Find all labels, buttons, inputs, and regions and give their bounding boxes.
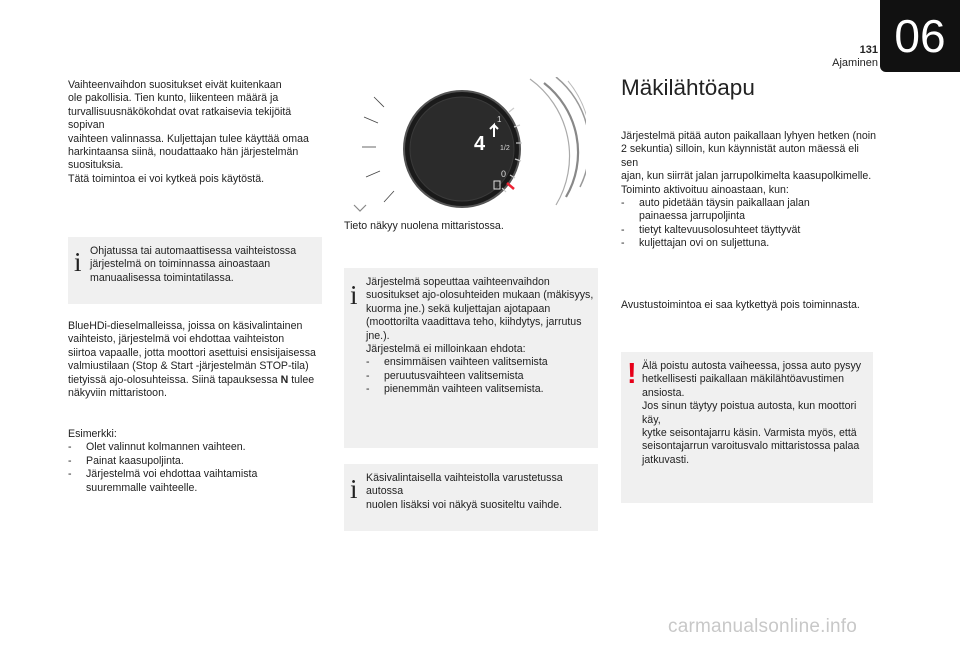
- recommended-gear-digit: 4: [474, 133, 486, 155]
- examples-title: Esimerkki:: [68, 428, 117, 440]
- info-icon: i: [74, 247, 82, 277]
- text-line: Toiminto aktivoituu ainoastaan, kun:: [621, 183, 789, 196]
- never-suggests-list: [366, 356, 594, 396]
- text-line: 2 sekuntia) silloin, kun käynnistät auton mäessä eli sen: [621, 143, 859, 169]
- info-icon: i: [350, 280, 358, 310]
- text-line: kuorma jne.) sekä kuljettajan ajotapaan: [366, 302, 551, 315]
- list-item: - peruutusvaihteen valitsemista: [366, 370, 594, 383]
- text-line: nuolen lisäksi voi näkyä suositeltu vaihde.: [366, 498, 563, 511]
- text-line: ansiosta.: [642, 386, 685, 399]
- examples-list: [68, 441, 330, 495]
- list-item: - kuljettajan ovi on suljettuna.: [621, 237, 877, 250]
- text-line: hetkellisesti paikallaan mäkilähtöavustimen: [642, 373, 844, 386]
- section-title: Mäkilähtöapu: [621, 75, 755, 100]
- text-segment: tulee: [291, 373, 315, 386]
- instrument-gauge-illustration: [344, 77, 586, 212]
- text-line: Tätä toimintoa ei voi kytkeä pois käytöstä.: [68, 172, 265, 185]
- text-line: Järjestelmä pitää auton paikallaan lyhyen hetken (noin: [621, 130, 877, 142]
- text-line: Vaihteenvaihdon suositukset eivät kuitenkaan: [68, 79, 282, 91]
- text-line: [68, 374, 330, 387]
- text-line: jne.).: [366, 329, 390, 342]
- text-line: vaihteen valinnassa. Kuljettajan tulee käyttää omaa: [68, 132, 309, 145]
- text-line: harkintaansa siinä, noudattaako hän järjestelmän: [68, 146, 299, 159]
- hill-start-paragraph: [621, 130, 877, 251]
- text-line: Käsivalintaisella vaihteistolla varustetussa autossa: [366, 472, 563, 498]
- warning-icon: !: [627, 358, 637, 390]
- info-icon: i: [350, 474, 358, 504]
- examples-section: [68, 428, 330, 495]
- text-line: valmiustilaan (Stop & Start -järjestelmän STOP-tila): [68, 360, 309, 373]
- info-box-gearbox: [68, 237, 322, 304]
- text-line: kytke seisontajarru käsin. Varmista myös, että: [642, 427, 857, 440]
- text-line: siirtoa vapaalle, jotta moottori asettuisi ensisijaisessa: [68, 346, 316, 359]
- list-item: - auto pidetään täysin paikallaan jalan painaessa jarrupoljinta: [621, 197, 859, 224]
- text-line: näkyviin mittaristoon.: [68, 387, 167, 400]
- text-line: BlueHDi-dieselmalleissa, joissa on käsivalintainen: [68, 320, 303, 332]
- text-segment: tietyissä ajo-olosuhteissa. Siinä tapauksessa: [68, 373, 278, 386]
- text-line: ajan, kun siirrät jalan jarrupolkimelta kaasupolkimelle.: [621, 170, 872, 183]
- section-name: Ajaminen: [832, 57, 878, 69]
- text-line: manuaalisessa toimintatilassa.: [90, 271, 234, 284]
- text-line: ole pakollisia. Tien kunto, liikenteen määrä ja: [68, 92, 279, 105]
- warning-box: [621, 352, 873, 503]
- deactivation-note: Avustustoimintoa ei saa kytkettyä pois toiminnasta.: [621, 299, 860, 311]
- fuel-scale-label: 0: [501, 169, 507, 179]
- text-line: seisontajarrun varoitusvalo mittaristossa palaa: [642, 440, 860, 453]
- page-number: 131: [859, 44, 878, 56]
- text-line: Ohjatussa tai automaattisessa vaihteistossa: [90, 245, 297, 257]
- list-item: - Järjestelmä voi ehdottaa vaihtamista suuremmalle vaihteelle.: [68, 468, 316, 495]
- list-item: - Painat kaasupoljinta.: [68, 455, 330, 468]
- text-line: jatkuvasti.: [642, 453, 690, 466]
- text-line: Järjestelmä ei milloinkaan ehdota:: [366, 343, 526, 356]
- activation-conditions-list: [621, 197, 877, 251]
- info-box-manual-gearbox: [344, 464, 598, 531]
- text-line: suositukset ajo-olosuhteiden mukaan (mäkisyys,: [366, 289, 594, 302]
- watermark: carmanualsonline.info: [668, 616, 858, 637]
- text-line: järjestelmä on toiminnassa ainoastaan: [90, 258, 271, 271]
- text-line: turvallisuusnäkökohdat ovat ratkaisevia tekijöitä sopivan: [68, 105, 292, 132]
- list-item: - Olet valinnut kolmannen vaihteen.: [68, 441, 330, 454]
- bluehdi-paragraph: [68, 320, 330, 400]
- text-line: suosituksia.: [68, 159, 124, 172]
- intro-paragraph: [68, 79, 330, 186]
- gauge-caption: Tieto näkyy nuolena mittaristossa.: [344, 220, 504, 232]
- text-line: Järjestelmä sopeuttaa vaihteenvaihdon: [366, 276, 550, 288]
- text-line: Älä poistu autosta vaiheessa, jossa auto pysyy: [642, 360, 862, 372]
- list-item: - ensimmäisen vaihteen valitsemista: [366, 356, 594, 369]
- info-box-adaptation: [344, 268, 598, 448]
- fuel-scale-label: 1/2: [500, 145, 510, 152]
- neutral-gear-symbol: N: [280, 373, 289, 386]
- list-item: - pienemmän vaihteen valitsemista.: [366, 383, 594, 396]
- chapter-tab: 06: [880, 0, 960, 72]
- list-item: - tietyt kaltevuusolosuhteet täyttyvät: [621, 224, 877, 237]
- text-line: (moottorilta vaadittava teho, kiihdytys, jarrutus: [366, 316, 582, 329]
- gauge-drawing: [344, 77, 586, 212]
- fuel-scale-label: 1: [497, 115, 502, 124]
- text-line: vaihteisto, järjestelmä voi ehdottaa vaihteiston: [68, 333, 285, 346]
- text-line: Jos sinun täytyy poistua autosta, kun moottori käy,: [642, 400, 857, 426]
